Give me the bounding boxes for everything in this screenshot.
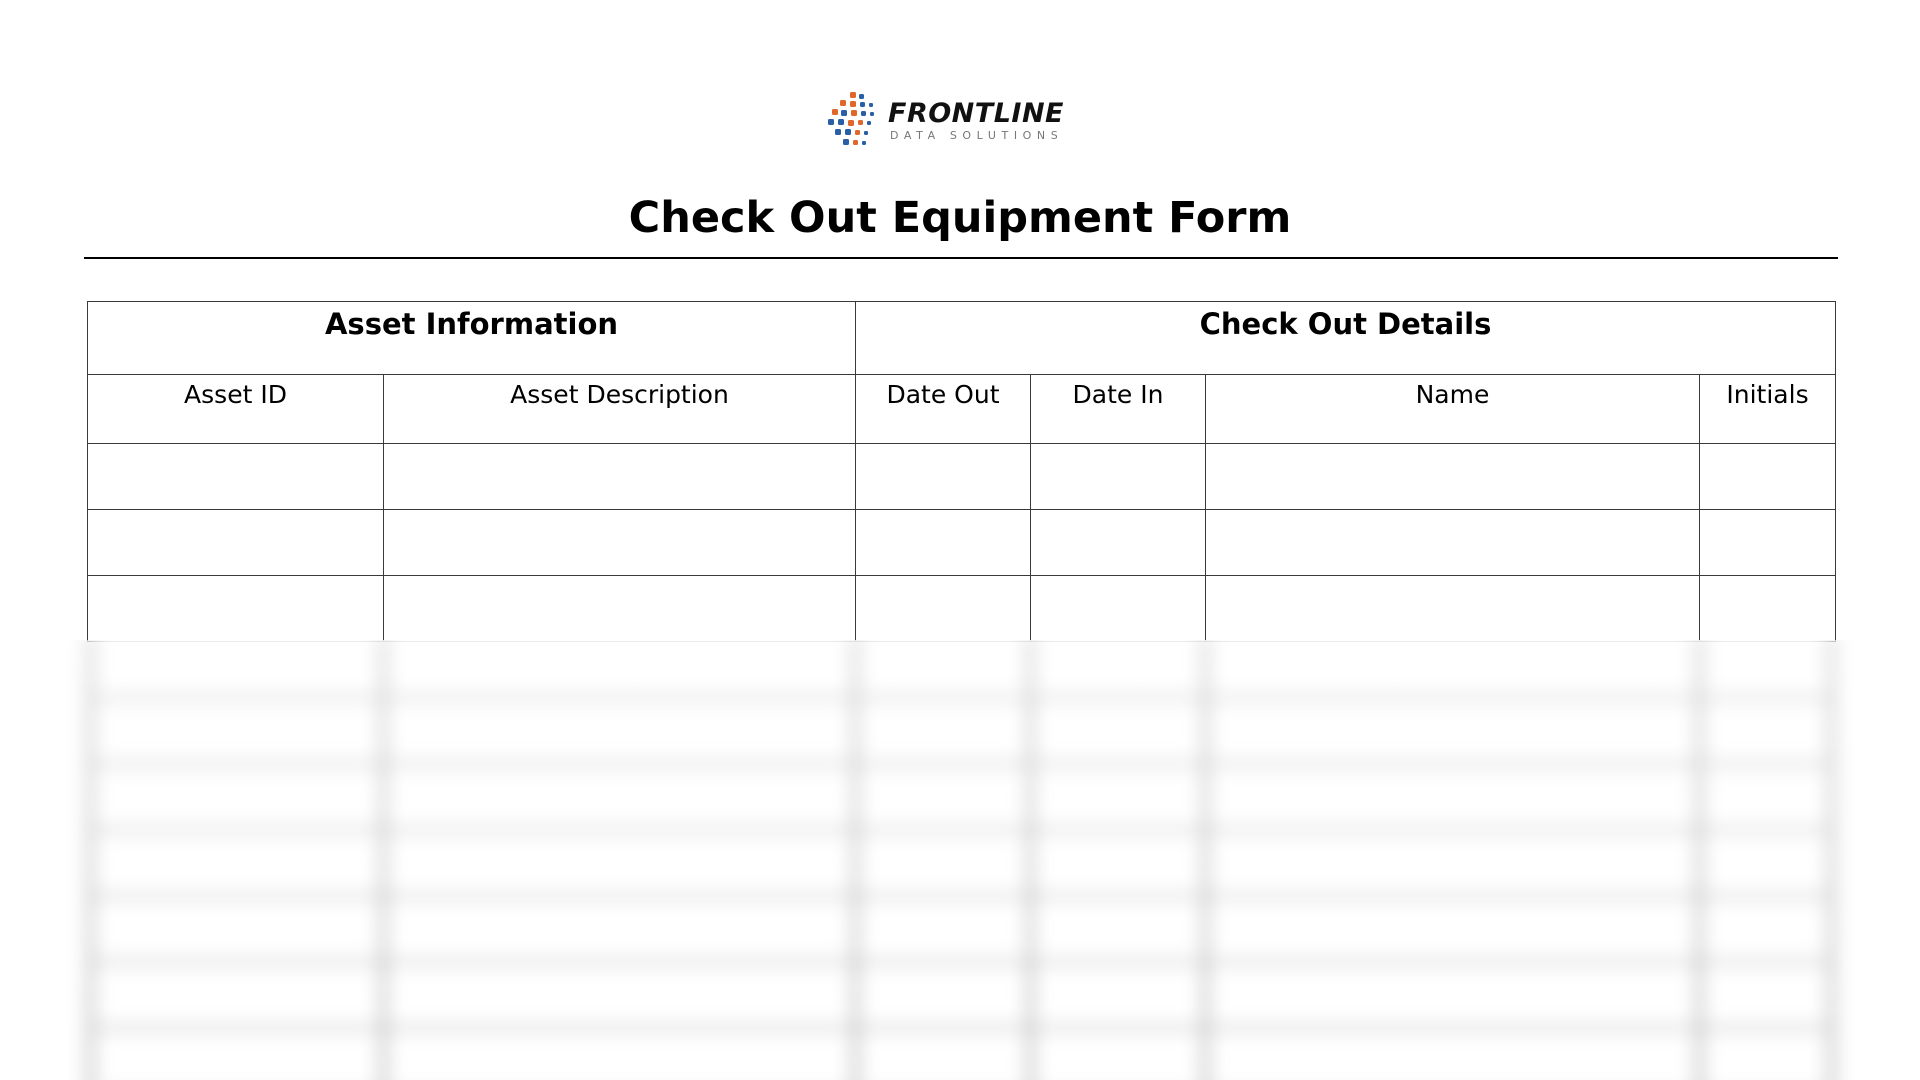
group-header-asset-information: Asset Information <box>88 302 856 375</box>
column-header-asset-description: Asset Description <box>384 375 856 444</box>
title-divider <box>84 257 1838 259</box>
date-in-cell[interactable] <box>1031 510 1206 576</box>
name-cell[interactable] <box>1206 576 1700 642</box>
column-header-asset-id: Asset ID <box>88 375 384 444</box>
initials-cell[interactable] <box>1700 576 1836 642</box>
table-row <box>88 444 1836 510</box>
date-out-cell[interactable] <box>856 510 1031 576</box>
column-header-date-out: Date Out <box>856 375 1031 444</box>
date-in-cell[interactable] <box>1031 576 1206 642</box>
column-header-initials: Initials <box>1700 375 1836 444</box>
initials-cell[interactable] <box>1700 510 1836 576</box>
initials-cell[interactable] <box>1700 444 1836 510</box>
form-title: Check Out Equipment Form <box>628 193 1292 243</box>
asset-description-cell[interactable] <box>384 576 856 642</box>
group-header-row <box>88 302 1836 375</box>
date-out-cell[interactable] <box>856 576 1031 642</box>
blurred-table-continuation <box>60 640 1860 1080</box>
frontline-logo-mark-icon <box>826 90 884 152</box>
asset-description-cell[interactable] <box>384 444 856 510</box>
asset-id-cell[interactable] <box>88 444 384 510</box>
name-cell[interactable] <box>1206 510 1700 576</box>
name-cell[interactable] <box>1206 444 1700 510</box>
logo-tagline: DATA SOLUTIONS <box>890 129 1064 142</box>
date-in-cell[interactable] <box>1031 444 1206 510</box>
blur-overlay <box>60 640 1860 1080</box>
column-header-date-in: Date In <box>1031 375 1206 444</box>
table-row <box>88 510 1836 576</box>
company-logo <box>826 90 1096 156</box>
column-header-row <box>88 375 1836 444</box>
date-out-cell[interactable] <box>856 444 1031 510</box>
asset-id-cell[interactable] <box>88 576 384 642</box>
asset-id-cell[interactable] <box>88 510 384 576</box>
table-row <box>88 576 1836 642</box>
asset-description-cell[interactable] <box>384 510 856 576</box>
checkout-table <box>87 301 1836 642</box>
column-header-name: Name <box>1206 375 1700 444</box>
group-header-check-out-details: Check Out Details <box>856 302 1836 375</box>
logo-wordmark: FRONTLINE <box>888 98 1064 129</box>
